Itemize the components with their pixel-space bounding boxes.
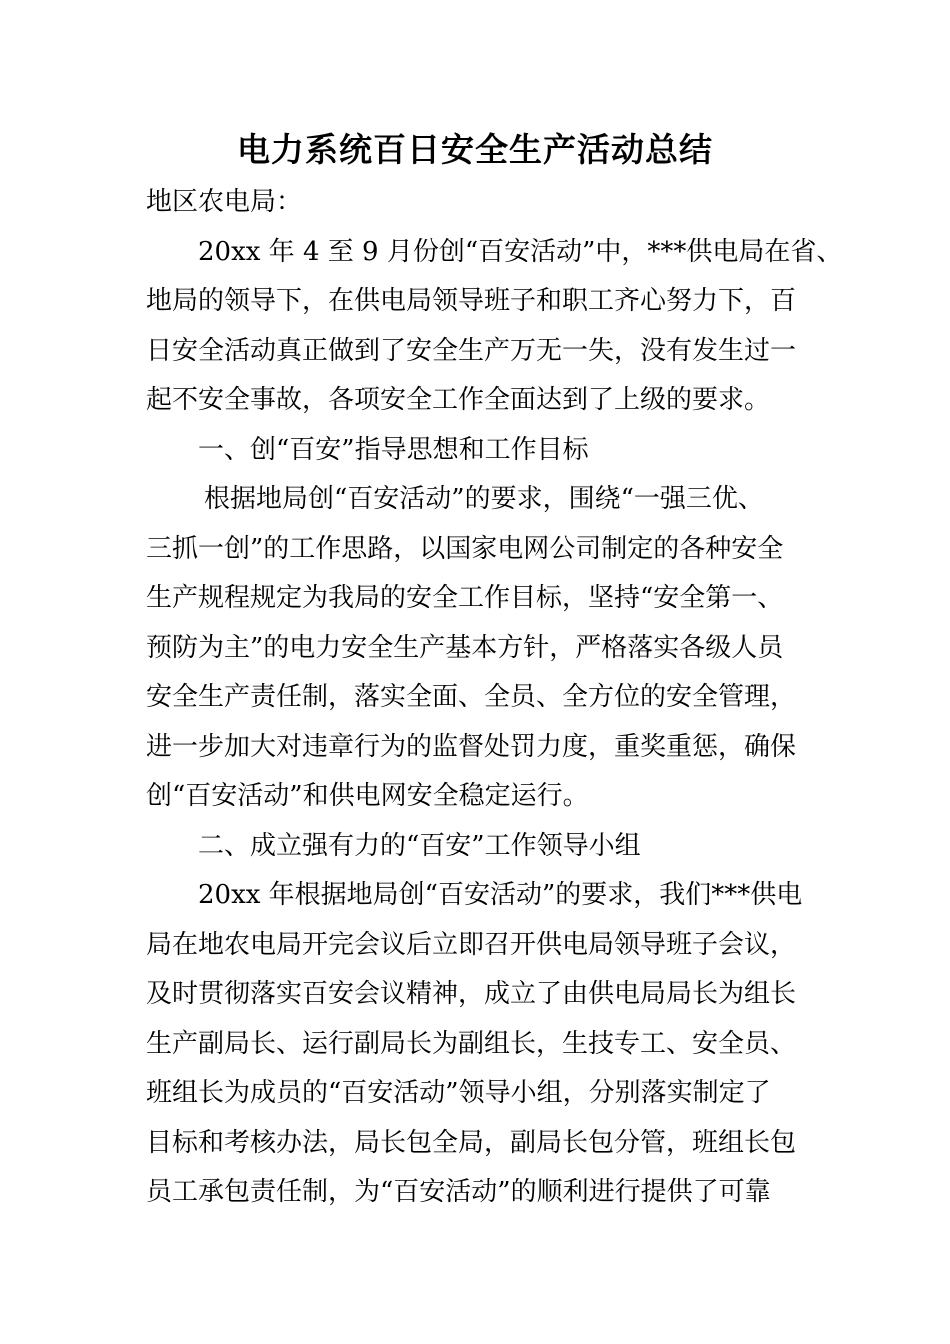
document-body (146, 178, 843, 1218)
document-title: 电力系统百日安全生产活动总结 (237, 130, 713, 169)
paragraph-line: 生产副局长、运行副局长为副组长，生技专工、安全员、 (146, 1028, 797, 1059)
paragraph-line: 员工承包责任制，为“百安活动”的顺利进行提供了可靠 (146, 1177, 771, 1207)
paragraph-line: 班组长为成员的“百安活动”领导小组，分别落实制定了 (146, 1078, 771, 1108)
paragraph-line: 创“百安活动”和供电网安全稳定运行。 (146, 781, 589, 811)
paragraph-line: 进一步加大对违章行为的监督处罚力度，重奖重惩，确保 (146, 731, 797, 762)
paragraph-line: 20xx 年 4 至 9 月份创“百安活动”中，***供电局在省、 (198, 236, 843, 267)
paragraph-line: 起不安全事故，各项安全工作全面达到了上级的要求。 (146, 385, 771, 415)
paragraph-line: 局在地农电局开完会议后立即召开供电局领导班子会议， (146, 929, 797, 960)
paragraph-line: 预防为主”的电力安全生产基本方针，严格落实各级人员 (146, 632, 784, 663)
paragraph-line: 地局的领导下，在供电局领导班子和职工齐心努力下，百 (146, 286, 797, 316)
paragraph-line: 日安全活动真正做到了安全生产万无一失，没有发生过一 (146, 335, 797, 366)
paragraph-line: 20xx 年根据地局创“百安活动”的要求，我们***供电 (198, 880, 803, 910)
paragraph-line: 生产规程规定为我局的安全工作目标，坚持“安全第一、 (146, 583, 784, 613)
paragraph-line: 三抓一创”的工作思路，以国家电网公司制定的各种安全 (146, 533, 784, 564)
salutation-line: 地区农电局： (146, 187, 303, 217)
section-heading: 二、成立强有力的“百安”工作领导小组 (198, 830, 641, 861)
paragraph-line: 及时贯彻落实百安会议精神，成立了由供电局局长为组长 (146, 979, 797, 1009)
section-heading: 一、创“百安”指导思想和工作目标 (198, 434, 589, 465)
paragraph-line: 根据地局创“百安活动”的要求，围绕“一强三优、 (204, 484, 764, 514)
paragraph-line: 目标和考核办法，局长包全局，副局长包分管，班组长包 (146, 1127, 797, 1158)
paragraph-line: 安全生产责任制，落实全面、全员、全方位的安全管理， (146, 682, 797, 712)
